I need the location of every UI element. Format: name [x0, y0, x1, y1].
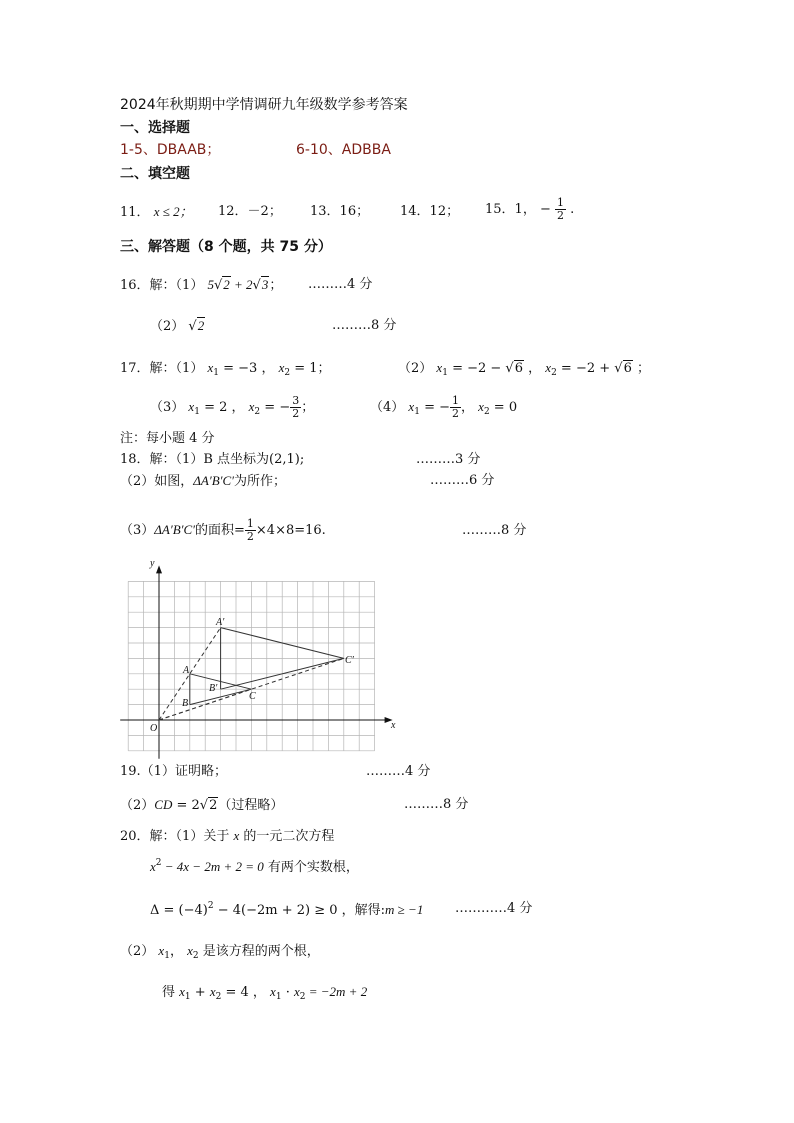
q19-score2: ………8 分 — [404, 797, 469, 812]
point-c2-label: C′ — [345, 655, 354, 666]
point-c-label: C — [249, 691, 256, 702]
q20-score1: …………4 分 — [455, 901, 533, 916]
choice-answers-1-5: 1-5、DBAAB； — [120, 142, 221, 158]
q20-discriminant: $\Delta = (-4)^2 - 4(-2m + 2) \ge 0$ ，解得:m ≥ −1 — [150, 901, 424, 918]
point-a2-label: A′ — [216, 617, 225, 628]
q18-part1: 18．解：（1）B 点坐标为(2,1); — [120, 452, 305, 467]
grid-lines — [128, 581, 374, 750]
point-a-label: A — [183, 665, 190, 676]
section1-heading: 一、选择题 — [120, 120, 190, 136]
x-axis-label: x — [391, 720, 396, 731]
q17-part2: （2） $x_1 = -2 - √6$ ， $x_2 = -2 + √6$ ； — [398, 360, 650, 378]
q15-minus: − — [539, 202, 551, 218]
q19-score1: ………4 分 — [366, 764, 431, 779]
q14-answer: 14．12； — [400, 204, 460, 219]
q12-answer: 12．－2； — [218, 204, 282, 219]
q15-answer — [485, 197, 574, 222]
q17-part1: 17．解：（1） $x_1 = -3$ ， $x_2 = 1$； — [120, 360, 331, 378]
q19-part2: （2）CD = 2√2（过程略） — [120, 797, 284, 813]
y-axis-arrow — [156, 565, 162, 573]
q20-part2-line2: 得 $x_1 + x_2 = 4$ ， $x_1 \cdot x_2 = -2m + 2$ — [162, 984, 368, 1002]
section3-heading: 三、解答题（8 个题，共 75 分） — [120, 239, 332, 255]
q19-part1: 19.（1）证明略； — [120, 764, 227, 779]
q15-fraction: $\frac{1}{2}$ — [557, 196, 565, 223]
q17-note: 注：每小题 4 分 — [120, 431, 215, 446]
q18-part2: （2）如图，ΔA′B′C′为所作； — [120, 473, 287, 489]
q15-period: . — [570, 202, 575, 218]
q16-score1: ………4 分 — [308, 277, 373, 292]
q13-answer: 13．16； — [310, 204, 370, 219]
section2-heading: 二、填空题 — [120, 166, 190, 182]
origin-label: O — [150, 723, 158, 734]
q18-score3: ………8 分 — [462, 523, 527, 538]
page-title: 2024年秋期期中学情调研九年级数学参考答案 — [120, 97, 408, 113]
q18-part3: （3）ΔA′B′C′的面积= $\frac{1}{2}$ ×4×8=16. — [120, 516, 326, 543]
q16-score2: ………8 分 — [332, 318, 397, 333]
point-b-label: B — [182, 698, 189, 709]
coordinate-figure — [112, 556, 402, 766]
y-axis-label: y — [150, 558, 155, 569]
q15-label: 15．1， — [485, 202, 536, 218]
choice-answers-6-10: 6-10、ADBBA — [296, 142, 391, 158]
q16-part1: 16．解：（1） 5√2 + 2√3； — [120, 277, 283, 293]
fill-blank-answers — [120, 205, 193, 219]
q11-answer: x ≤ 2； — [153, 204, 193, 219]
q18-score2: ………6 分 — [430, 473, 495, 488]
q20-equation: $x^2 - 4x - 2m + 2 = 0$ 有两个实数根， — [150, 858, 359, 875]
q20-part1-line1: 20．解：（1）关于 x 的一元二次方程 — [120, 828, 335, 844]
q17-part4: （4） $x_1$ = − $\frac{1}{2}$ ， $x_2 = 0$ — [370, 393, 518, 420]
q20-part2-line1: （2） $x_1$， $x_2$ 是该方程的两个根， — [120, 943, 320, 961]
q16-part2: （2） √2 — [150, 318, 205, 334]
q17-part3: （3） $x_1 = 2$ ， $x_2$ = − $\frac{3}{2}$ ； — [150, 393, 315, 420]
point-b2-label: B′ — [209, 683, 218, 694]
q18-score1: ………3 分 — [416, 452, 481, 467]
q11-label: 11． — [120, 205, 150, 220]
